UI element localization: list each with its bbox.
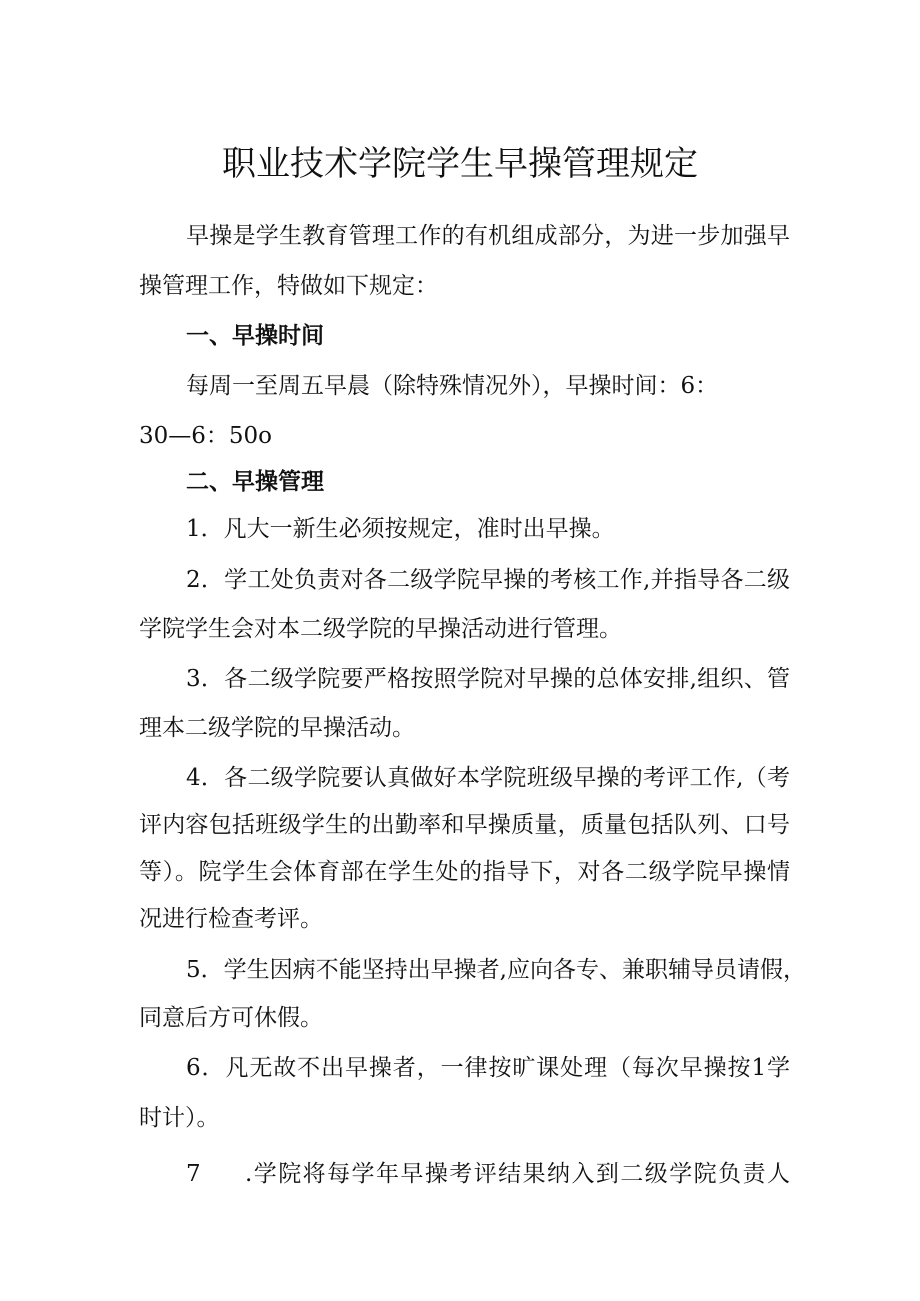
item-3-line-2: 理本二级学院的早操活动。 bbox=[139, 715, 415, 741]
intro-line-1: 早操是学生教育管理工作的有机组成部分，为进一步加强早 bbox=[186, 223, 790, 249]
section-heading-time: 一、早操时间 bbox=[186, 323, 324, 349]
item-5-line-2: 同意后方可休假。 bbox=[139, 1005, 323, 1031]
item-3-line-1: 3．各二级学院要严格按照学院对早操的总体安排,组织、管 bbox=[186, 666, 790, 692]
intro-line-2: 操管理工作，特做如下规定： bbox=[139, 273, 438, 299]
item-5-line-1: 5．学生因病不能坚持出早操者,应向各专、兼职辅导员请假， bbox=[186, 957, 806, 983]
item-2-line-2: 学院学生会对本二级学院的早操活动进行管理。 bbox=[139, 616, 622, 642]
item-4-line-2: 评内容包括班级学生的出勤率和早操质量，质量包括队列、口号 bbox=[139, 812, 790, 838]
item-4-line-3: 等）。院学生会体育部在学生处的指导下，对各二级学院早操情 bbox=[139, 859, 790, 885]
document-title: 职业技术学院学生早操管理规定 bbox=[222, 144, 698, 184]
section-heading-management: 二、早操管理 bbox=[186, 469, 324, 495]
item-6-line-1: 6．凡无故不出早操者，一律按旷课处理（每次早操按1学 bbox=[186, 1055, 790, 1081]
item-1-line-1: 1．凡大一新生必须按规定，准时出早操。 bbox=[186, 516, 615, 542]
section1-line-1: 每周一至周五早晨（除特殊情况外），早操时间：6： bbox=[186, 373, 719, 399]
item-6-line-2: 时计）。 bbox=[139, 1105, 220, 1131]
item-4-line-1: 4．各二级学院要认真做好本学院班级早操的考评工作,（考 bbox=[186, 765, 790, 791]
item-2-line-1: 2．学工处负责对各二级学院早操的考核工作,并指导各二级 bbox=[186, 567, 790, 593]
item-4-line-4: 况进行检查考评。 bbox=[139, 906, 323, 932]
item-7-line-1: .学院将每学年早操考评结果纳入到二级学院负责人 bbox=[245, 1161, 790, 1187]
item-7-number: 7 bbox=[186, 1161, 201, 1187]
section1-line-2: 30—6：50o bbox=[139, 423, 273, 449]
